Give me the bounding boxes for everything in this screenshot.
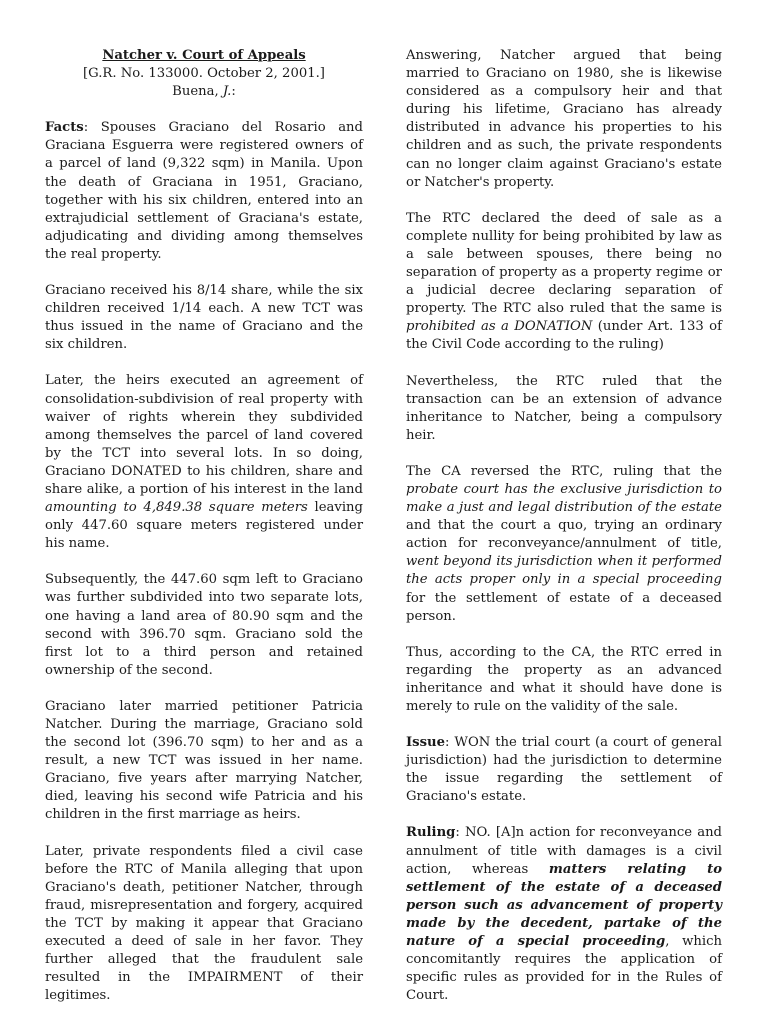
ruling-text-b: , which concomitantly requires the application of specific rules as provided for in the Rules of Court. bbox=[406, 934, 722, 1004]
ponente-name: Buena, bbox=[172, 84, 223, 100]
case-header bbox=[45, 47, 363, 101]
ruling-text-a: : NO. [A]n action for reconveyance and annulment of title with damages is a civil action, whereas bbox=[406, 825, 722, 877]
ca-text-b: and that the court a quo, trying an ordinary action for reconveyance/annulment of title, bbox=[406, 518, 722, 552]
donation-text-a: Later, the heirs executed an agreement of consolidation-subdivision of real property with waiver of rights wherein they subdivided among themselves the parcel of land covered by the TCT into several lots. In so doing, Graciano DONATED to his children, share and share alike, a portion of his interest in the land bbox=[45, 373, 363, 497]
rtc-text-b: (under Art. 133 of the Civil Code according to the ruling) bbox=[406, 319, 722, 353]
donation-amount: amounting to 4,849.38 square meters bbox=[45, 500, 308, 516]
case-citation: [G.R. No. 133000. October 2, 2001.] bbox=[83, 66, 325, 82]
facts-label: Facts bbox=[45, 120, 84, 136]
ca-text-a: The CA reversed the RTC, ruling that the bbox=[406, 463, 722, 479]
civil-case-paragraph: Later, private respondents filed a civil case before the RTC of Manila alleging that upon Graciano's death, petitioner Natcher, through fraud, misrepresentation and forgery, acquired the TCT by making it appear that Graciano executed a deed of sale in her favor. They further alleged that the fraudulent sale resulted in the IMPAIRMENT of their legitimes. bbox=[45, 843, 363, 1004]
ruling-label: Ruling bbox=[406, 825, 456, 841]
ca-conclusion-paragraph: Thus, according to the CA, the RTC erred in regarding the property as an advanced inheritance and what it should have done is merely to rule on the validity of the sale. bbox=[406, 644, 722, 714]
rtc-ruling-paragraph bbox=[406, 210, 722, 355]
marriage-paragraph: Graciano later married petitioner Patricia Natcher. During the marriage, Graciano sold the second lot (396.70 sqm) to her and as a result, a new TCT was issued in her name. Graciano, five years after marrying Natcher, died, leaving his second wife Patricia and his children in the first marriage as heirs. bbox=[45, 698, 363, 823]
answer-paragraph: Answering, Natcher argued that being married to Graciano on 1980, she is likewise considered as a compulsory heir and that during his lifetime, Graciano has already distributed in advance his properties to his children and as such, the private respondents can no longer claim against Graciano's estate or Natcher's property. bbox=[406, 48, 722, 190]
facts-paragraph bbox=[45, 119, 363, 264]
right-column bbox=[406, 47, 722, 1023]
ruling-paragraph bbox=[406, 824, 722, 1005]
ca-italic-jurisdiction: went beyond its jurisdiction when it performed the acts proper only in a special proceeding bbox=[406, 554, 722, 588]
rtc-donation-italic: prohibited as a DONATION bbox=[406, 319, 593, 335]
rtc-text-a: The RTC declared the deed of sale as a complete nullity for being prohibited by law as a sale between spouses, there being no separation of property as a property regime or a judicial decree declaring separation of property. The RTC also ruled that the same is bbox=[406, 210, 722, 317]
issue-label: Issue bbox=[406, 735, 445, 751]
advance-inheritance-paragraph: Nevertheless, the RTC ruled that the transaction can be an extension of advance inheritance to Natcher, being a compulsory heir. bbox=[406, 373, 722, 443]
ponente bbox=[45, 83, 363, 101]
facts-text: : Spouses Graciano del Rosario and Graciana Esguerra were registered owners of a parcel of land (9,322 sqm) in Manila. Upon the death of Graciana in 1951, Graciano, together with his six children, entered into an extrajudicial settlement of Graciana's estate, adjudicating and dividing among themselves the real property. bbox=[45, 120, 363, 262]
shares-paragraph: Graciano received his 8/14 share, while the six children received 1/14 each. A new TCT was thus issued in the name of Graciano and the six children. bbox=[45, 283, 363, 353]
case-title: Natcher v. Court of Appeals bbox=[102, 48, 306, 63]
ca-text-c: for the settlement of estate of a deceased person. bbox=[406, 590, 722, 624]
ponente-suffix: J. bbox=[222, 84, 232, 100]
donation-text-b: leaving only 447.60 square meters registered under his name. bbox=[45, 500, 363, 552]
subdivision-paragraph: Subsequently, the 447.60 sqm left to Graciano was further subdivided into two separate lots, one having a land area of 80.90 sqm and the second with 396.70 sqm. Graciano sold the first lot to a third person and retained ownership of the second. bbox=[45, 572, 363, 678]
issue-text: : WON the trial court (a court of general jurisdiction) had the jurisdiction to determine the issue regarding the settlement of Graciano's estate. bbox=[406, 735, 722, 805]
donation-paragraph bbox=[45, 372, 363, 553]
ca-italic-probate: probate court has the exclusive jurisdiction to make a just and legal distribution of the estate bbox=[406, 481, 722, 516]
ruling-emphasis: matters relating to settlement of the estate of a deceased person such as advancement of property made by the decedent, partake of the nature of a special proceeding bbox=[406, 861, 722, 950]
issue-paragraph bbox=[406, 734, 722, 806]
ca-reversal-paragraph bbox=[406, 463, 722, 626]
left-column bbox=[45, 47, 363, 1023]
ponente-colon: : bbox=[231, 84, 236, 100]
